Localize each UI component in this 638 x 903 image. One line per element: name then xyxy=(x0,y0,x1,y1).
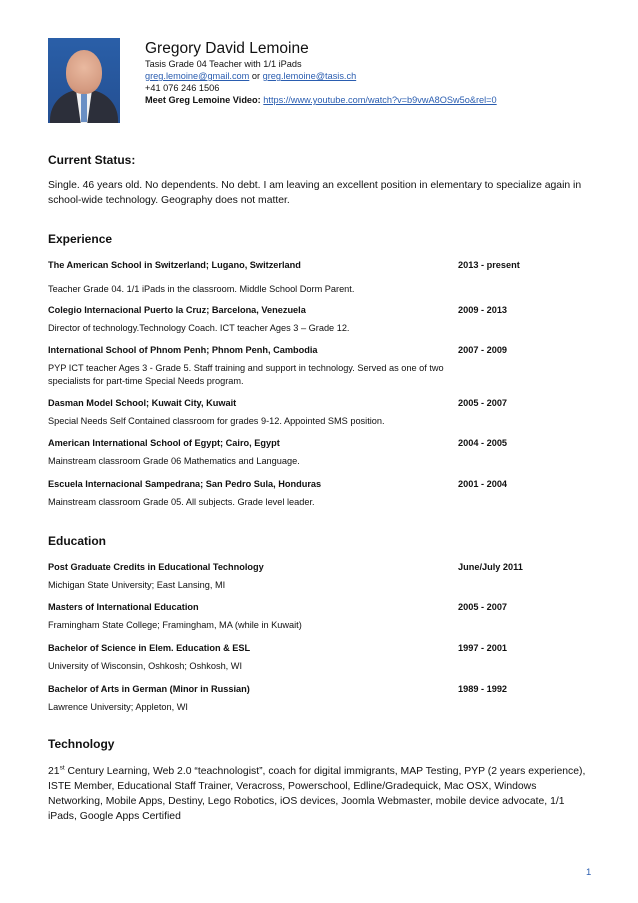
profile-photo xyxy=(48,38,120,123)
person-name: Gregory David Lemoine xyxy=(145,40,309,57)
phone-number: +41 076 246 1506 xyxy=(145,83,220,93)
experience-desc: Special Needs Self Contained classroom for grades 9-12. Appointed SMS position. xyxy=(48,416,385,426)
experience-date: 2005 - 2007 xyxy=(458,398,508,408)
experience-desc: Director of technology.Technology Coach. ICT teacher Ages 3 – Grade 12. xyxy=(48,323,350,333)
experience-desc: Mainstream classroom Grade 05. All subjects. Grade level leader. xyxy=(48,497,315,507)
education-date: 1997 - 2001 xyxy=(458,643,508,653)
status-text: Single. 46 years old. No dependents. No debt. I am leaving an excellent position in elementary to specialize again in school-wide technology. Geography does not matter. xyxy=(48,180,582,206)
status-heading: Current Status: xyxy=(48,153,136,167)
video-line xyxy=(145,94,497,106)
century-number: 21 xyxy=(48,766,60,777)
education-desc: Lawrence University; Appleton, WI xyxy=(48,702,188,712)
century-suffix: st xyxy=(59,764,65,772)
experience-date: 2001 - 2004 xyxy=(458,479,508,489)
experience-title: American International School of Egypt; Cairo, Egypt xyxy=(48,438,280,448)
video-label: Meet Greg Lemoine Video: xyxy=(145,95,261,105)
experience-title: Colegio Internacional Puerto la Cruz; Barcelona, Venezuela xyxy=(48,305,306,315)
education-date: 2005 - 2007 xyxy=(458,602,508,612)
education-date: June/July 2011 xyxy=(458,562,523,572)
education-title: Masters of International Education xyxy=(48,602,199,612)
experience-desc: Mainstream classroom Grade 06 Mathematics and Language. xyxy=(48,456,300,466)
page-number: 1 xyxy=(586,867,592,878)
job-role: Tasis Grade 04 Teacher with 1/1 iPads xyxy=(145,59,302,69)
email-separator: or xyxy=(249,71,263,81)
experience-title: The American School in Switzerland; Lugano, Switzerland xyxy=(48,260,301,270)
experience-title: Escuela Internacional Sampedrana; San Pedro Sula, Honduras xyxy=(48,479,322,489)
education-desc: Framingham State College; Framingham, MA (while in Kuwait) xyxy=(48,620,302,630)
experience-date: 2013 - present xyxy=(458,260,520,270)
experience-desc: Teacher Grade 04. 1/1 iPads in the classroom. Middle School Dorm Parent. xyxy=(48,284,355,294)
email-link-1[interactable]: greg.lemoine@gmail.com xyxy=(145,71,250,81)
education-date: 1989 - 1992 xyxy=(458,684,508,694)
technology-text xyxy=(48,764,593,824)
experience-date: 2009 - 2013 xyxy=(458,305,508,315)
technology-list: Century Learning, Web 2.0 “teachnologist”, coach for digital immigrants, MAP Testing, PYP (2 years experience), ISTE Member, Educational Staff Trainer, Veracross, Powerschool, Edline/Gradequick, Mac OSX, Windows Networking, Mobile Apps, Destiny, Lego Robotics, iOS devices, Joomla Webmaster, mobile device advocate, 1/1 iPads, Google Apps Certified xyxy=(48,766,586,822)
video-link[interactable]: https://www.youtube.com/watch?v=b9vwA8OSw5o&rel=0 xyxy=(263,95,497,105)
education-heading: Education xyxy=(48,534,107,548)
education-title: Bachelor of Science in Elem. Education & ESL xyxy=(48,643,251,653)
email-link-2[interactable]: greg.lemoine@tasis.ch xyxy=(262,71,357,81)
experience-date: 2004 - 2005 xyxy=(458,438,508,448)
experience-title: International School of Phnom Penh; Phnom Penh, Cambodia xyxy=(48,345,318,355)
education-desc: Michigan State University; East Lansing, MI xyxy=(48,580,226,590)
email-line xyxy=(145,70,497,82)
technology-heading: Technology xyxy=(48,737,115,751)
experience-title: Dasman Model School; Kuwait City, Kuwait xyxy=(48,398,237,408)
experience-date: 2007 - 2009 xyxy=(458,345,508,355)
experience-heading: Experience xyxy=(48,232,113,246)
education-title: Post Graduate Credits in Educational Technology xyxy=(48,562,264,572)
experience-desc: PYP ICT teacher Ages 3 - Grade 5. Staff training and support in technology. Served as one of two specialists for part-time Special Needs program. xyxy=(48,363,444,386)
contact-header xyxy=(145,40,497,106)
education-desc: University of Wisconsin, Oshkosh; Oshkosh, WI xyxy=(48,661,243,671)
education-title: Bachelor of Arts in German (Minor in Russian) xyxy=(48,684,250,694)
